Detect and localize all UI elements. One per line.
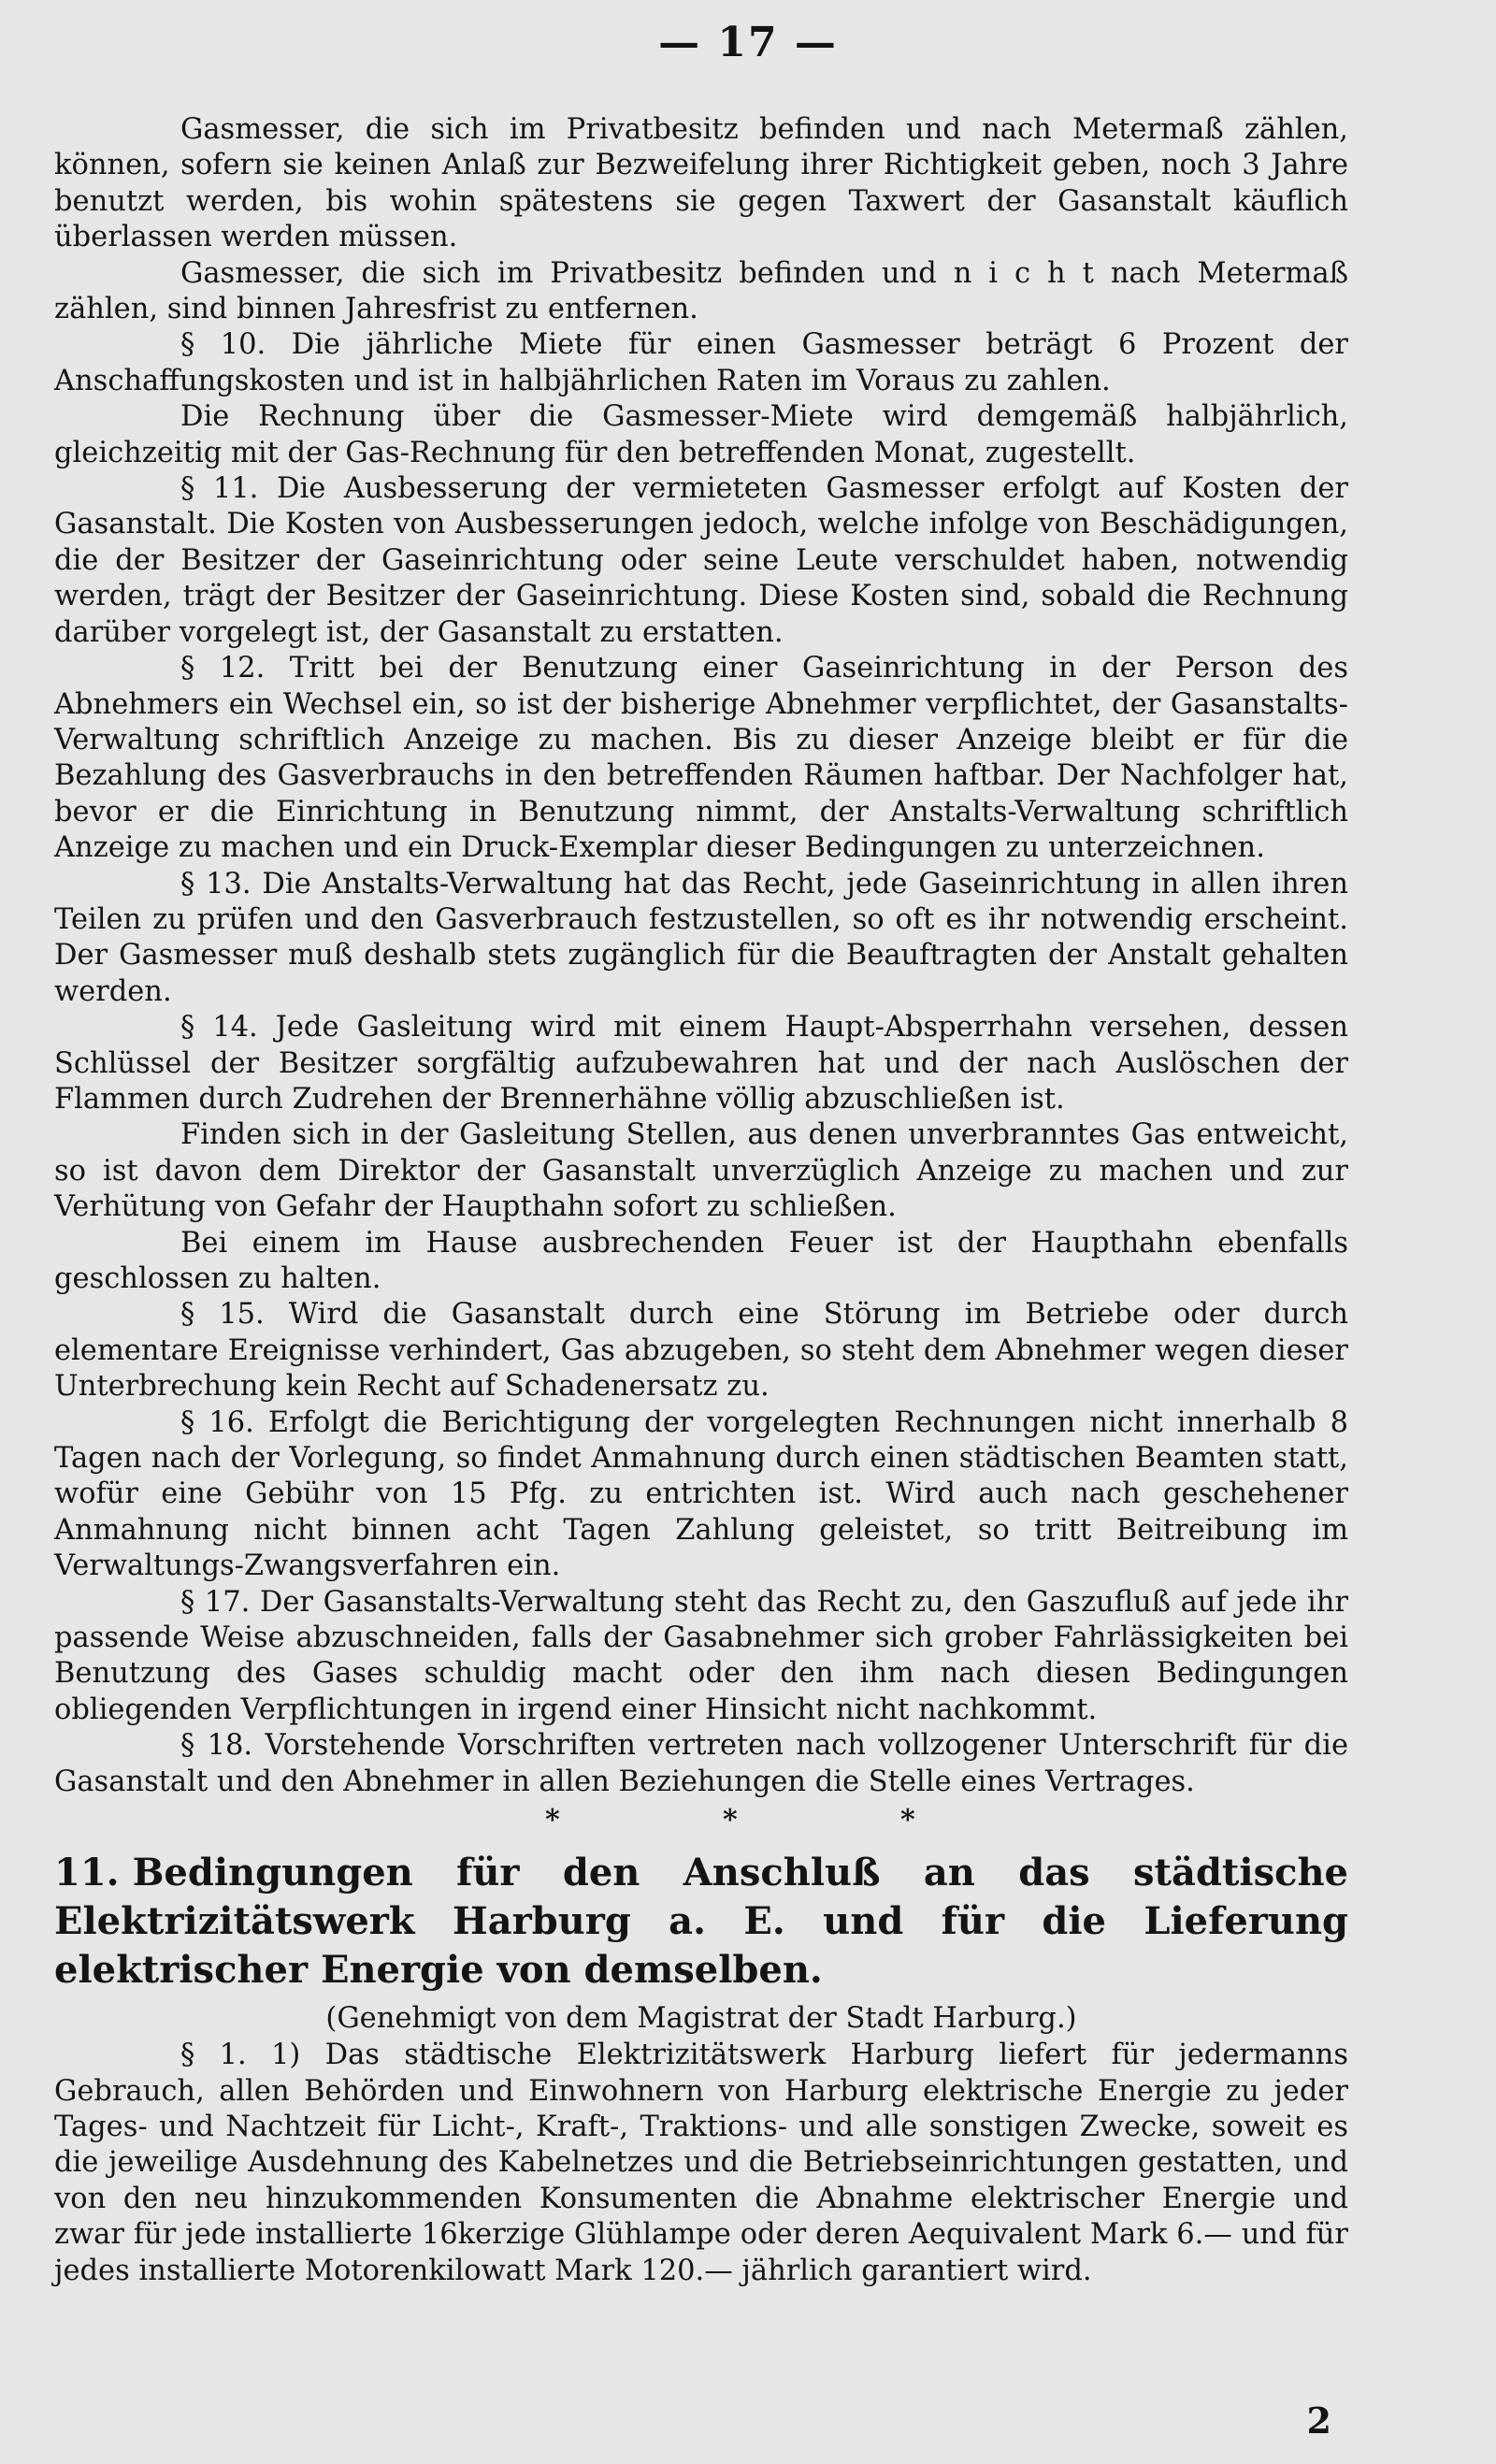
paragraph-gasleitung-stellen: Finden sich in der Gasleitung Stellen, aus denen unverbranntes Gas entweicht, so ist davon dem Direktor der Gasanstalt unverzüglich Anzeige zu machen und zur Verhütung von Gefahr der Haupthahn sofort zu schließen. [54, 1118, 1348, 1224]
paragraph-section-18: § 18. Vorstehende Vorschriften vertreten nach vollzogener Unterschrift für die Gasanstalt und den Abnehmer in allen Beziehungen die Stelle eines Vertrages. [54, 1729, 1348, 1798]
paragraph-gasmesser-miete: Die Rechnung über die Gasmesser-Miete wird demgemäß halbjährlich, gleichzeitig mit der Gas-Rechnung für den betreffenden Monat, zugestellt. [54, 400, 1348, 469]
section-heading [54, 1849, 1348, 1995]
body-text [54, 112, 1348, 2289]
page-number: — 17 — [658, 19, 838, 66]
separator-star: * [900, 1804, 915, 1837]
separator-stars [54, 1804, 1348, 1839]
paragraph-section-10: § 10. Die jährliche Miete für einen Gasmesser beträgt 6 Prozent der Anschaffungskosten und ist in halbjährlichen Raten im Voraus zu zahlen. [54, 328, 1348, 397]
paragraph-section-13: § 13. Die Anstalts-Verwaltung hat das Recht, jede Gaseinrichtung in allen ihren Teilen zu prüfen und den Gasverbrauch festzustellen, so oft es ihr notwendig erscheint. Der Gasmesser muß deshalb stets zugänglich für die Beauftragten der Anstalt gehalten werden. [54, 867, 1348, 1008]
paragraph-section-16: § 16. Erfolgt die Berichtigung der vorgelegten Rechnungen nicht innerhalb 8 Tagen nach der Vorlegung, so findet Anmahnung durch einen städtischen Beamten statt, wofür eine Gebühr von 15 Pfg. zu entrichten ist. Wird auch nach geschehener Anmahnung nicht binnen acht Tagen Zahlung geleistet, so tritt Beitreibung im Verwaltungs-Zwangsverfahren ein. [54, 1405, 1348, 1583]
paragraph-section-11: § 11. Die Ausbesserung der vermieteten Gasmesser erfolgt auf Kosten der Gasanstalt. Die Kosten von Ausbesserungen jedoch, welche infolge von Beschädigungen, die der Besitzer der Gaseinrichtung oder seine Leute verschuldet haben, notwendig werden, trägt der Besitzer der Gaseinrichtung. Diese Kosten sind, sobald die Rechnung darüber vorgelegt ist, der Gasanstalt zu erstatten. [54, 472, 1348, 649]
separator-star: * [545, 1804, 560, 1837]
paragraph-section-1: § 1. 1) Das städtische Elektrizitätswerk Harburg liefert für jedermanns Gebrauch, allen Behörden und Einwohnern von Harburg elektrische Energie zu jeder Tages- und Nachtzeit für Licht-, Kraft-, Traktions- und alle sonstigen Zwecke, soweit es die jeweilige Ausdehnung des Kabelnetzes und die Betriebseinrichtungen gestatten, und von den neu hinzukommenden Konsumenten die Abnahme elektrischer Energie und zwar für jede installierte 16kerzige Glühlampe oder deren Aequivalent Mark 6.— und für jedes installierte Motorenkilowatt Mark 120.— jährlich garantiert wird. [54, 2039, 1348, 2287]
paragraph-section-17: § 17. Der Gasanstalts-Verwaltung steht das Recht zu, den Gaszufluß auf jede ihr passende Weise abzuschneiden, falls der Gasabnehmer sich grober Fahrlässigkeiten bei Benutzung des Gases schuldig macht oder den ihm nach diesen Bedingungen obliegenden Verpflichtungen in irgend einer Hinsicht nicht nachkommt. [54, 1585, 1348, 1726]
signature-mark: 2 [1306, 2399, 1331, 2442]
paragraph-section-12: § 12. Tritt bei der Benutzung einer Gaseinrichtung in der Person des Abnehmers ein Wechsel ein, so ist der bisherige Abnehmer verpflichtet, der Gasanstalts-Verwaltung schriftlich Anzeige zu machen. Bis zu dieser Anzeige bleibt er für die Bezahlung des Gasverbrauchs in den betreffenden Räumen haftbar. Der Nachfolger hat, bevor er die Einrichtung in Benutzung nimmt, der Anstalts-Verwaltung schriftlich Anzeige zu machen und ein Druck-Exemplar dieser Bedingungen zu unterzeichnen. [54, 652, 1348, 865]
paragraph-section-14: § 14. Jede Gasleitung wird mit einem Haupt-Absperrhahn versehen, dessen Schlüssel der Besitzer sorgfältig aufzubewahren hat und der nach Auslöschen der Flammen durch Zudrehen der Brennerhähne völlig abzuschließen ist. [54, 1011, 1348, 1116]
separator-star: * [723, 1804, 738, 1837]
paragraph-gasmesser-entfernen: Gasmesser, die sich im Privatbesitz befinden und n i c h t nach Metermaß zählen, sind binnen Jahresfrist zu entfernen. [54, 256, 1348, 326]
section-number: 11. [54, 1851, 120, 1895]
paragraph-feuer: Bei einem im Hause ausbrechenden Feuer ist der Haupthahn ebenfalls geschlossen zu halten. [54, 1226, 1348, 1295]
section-subtitle: (Genehmigt von dem Magistrat der Stadt Harburg.) [325, 2002, 1077, 2036]
paragraph-section-15: § 15. Wird die Gasanstalt durch eine Störung im Betriebe oder durch elementare Ereignisse verhindert, Gas abzugeben, so steht dem Abnehmer wegen dieser Unterbrechung kein Recht auf Schadenersatz zu. [54, 1298, 1348, 1404]
section-title: Bedingungen für den Anschluß an das städtische Elektrizitätswerk Harburg a. E. und für die Lieferung elektrischer Energie von demselben. [54, 1851, 1348, 1993]
paragraph-gasmesser-privatbesitz: Gasmesser, die sich im Privatbesitz befinden und nach Metermaß zählen, können, sofern sie keinen Anlaß zur Bezweifelung ihrer Richtigkeit geben, noch 3 Jahre benutzt werden, bis wohin spätestens sie gegen Taxwert der Gasanstalt käuflich überlassen werden müssen. [54, 113, 1348, 254]
